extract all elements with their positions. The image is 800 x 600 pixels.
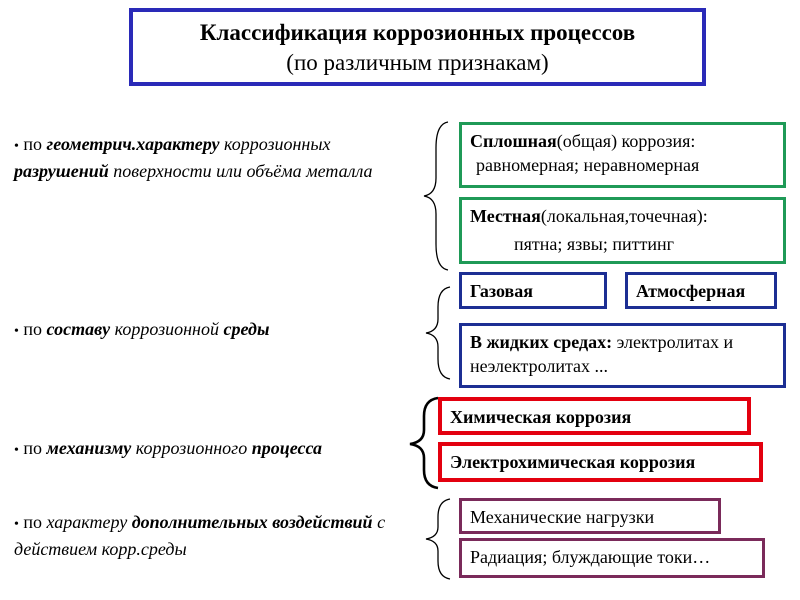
box-liquid-media xyxy=(459,323,786,388)
box-chemical-corrosion: Химическая коррозия xyxy=(438,397,751,435)
box-atmospheric: Атмосферная xyxy=(625,272,777,309)
title-line2: (по различным признакам) xyxy=(286,50,549,75)
box-keyword: Сплошная xyxy=(470,131,557,151)
criterion-prefix: по xyxy=(23,512,47,532)
criterion-prefix: по xyxy=(23,438,47,458)
criterion-keyword: процесса xyxy=(251,438,322,458)
box-keyword: Местная xyxy=(470,206,541,226)
criterion-keyword: составу xyxy=(46,319,111,339)
title-box xyxy=(129,8,706,86)
box-local-corrosion xyxy=(459,197,786,264)
box-subtypes: равномерная; неравномерная xyxy=(476,155,700,175)
criterion-prefix: по xyxy=(23,319,47,339)
box-text: (общая) коррозия: xyxy=(556,131,696,151)
box-electrochemical-corrosion: Электрохимическая коррозия xyxy=(438,442,763,482)
brace-group1 xyxy=(418,118,454,274)
criterion-text: коррозионной xyxy=(110,319,224,339)
criterion-text: с действием корр.среды xyxy=(14,512,386,559)
criterion-keyword: геометрич.характеру xyxy=(46,134,220,154)
criterion-text: коррозионного xyxy=(131,438,252,458)
criterion-medium xyxy=(14,317,414,344)
box-text: электролитах и неэлектролитах ... xyxy=(470,332,734,376)
box-solid-corrosion xyxy=(459,122,786,188)
bullet-icon: • xyxy=(14,139,19,154)
title-line1: Классификация коррозионных процессов xyxy=(199,20,636,45)
box-text: (локальная,точечная): xyxy=(540,206,708,226)
criterion-keyword: среды xyxy=(223,319,270,339)
box-gas: Газовая xyxy=(459,272,607,309)
brace-group4 xyxy=(420,495,456,583)
box-subtypes: пятна; язвы; питтинг xyxy=(514,234,675,254)
criterion-text: коррозионных xyxy=(219,134,331,154)
criterion-text: характеру xyxy=(46,512,128,532)
criterion-text: поверхности или объёма металла xyxy=(108,161,373,181)
box-mechanical-loads: Механические нагрузки xyxy=(459,498,721,534)
box-keyword: В жидких средах: xyxy=(470,332,613,352)
bullet-icon: • xyxy=(14,443,19,458)
bullet-icon: • xyxy=(14,517,19,532)
bullet-icon: • xyxy=(14,324,19,339)
criterion-keyword: дополнительных воздействий xyxy=(127,512,373,532)
criterion-geometric xyxy=(14,132,414,183)
box-radiation: Радиация; блуждающие токи… xyxy=(459,538,765,578)
brace-group3 xyxy=(406,394,442,492)
criterion-keyword: разрушений xyxy=(14,161,109,181)
criterion-keyword: механизму xyxy=(46,438,132,458)
brace-group2 xyxy=(420,283,456,383)
criterion-mechanism xyxy=(14,436,414,463)
criterion-prefix: по xyxy=(23,134,47,154)
criterion-additional xyxy=(14,510,414,561)
